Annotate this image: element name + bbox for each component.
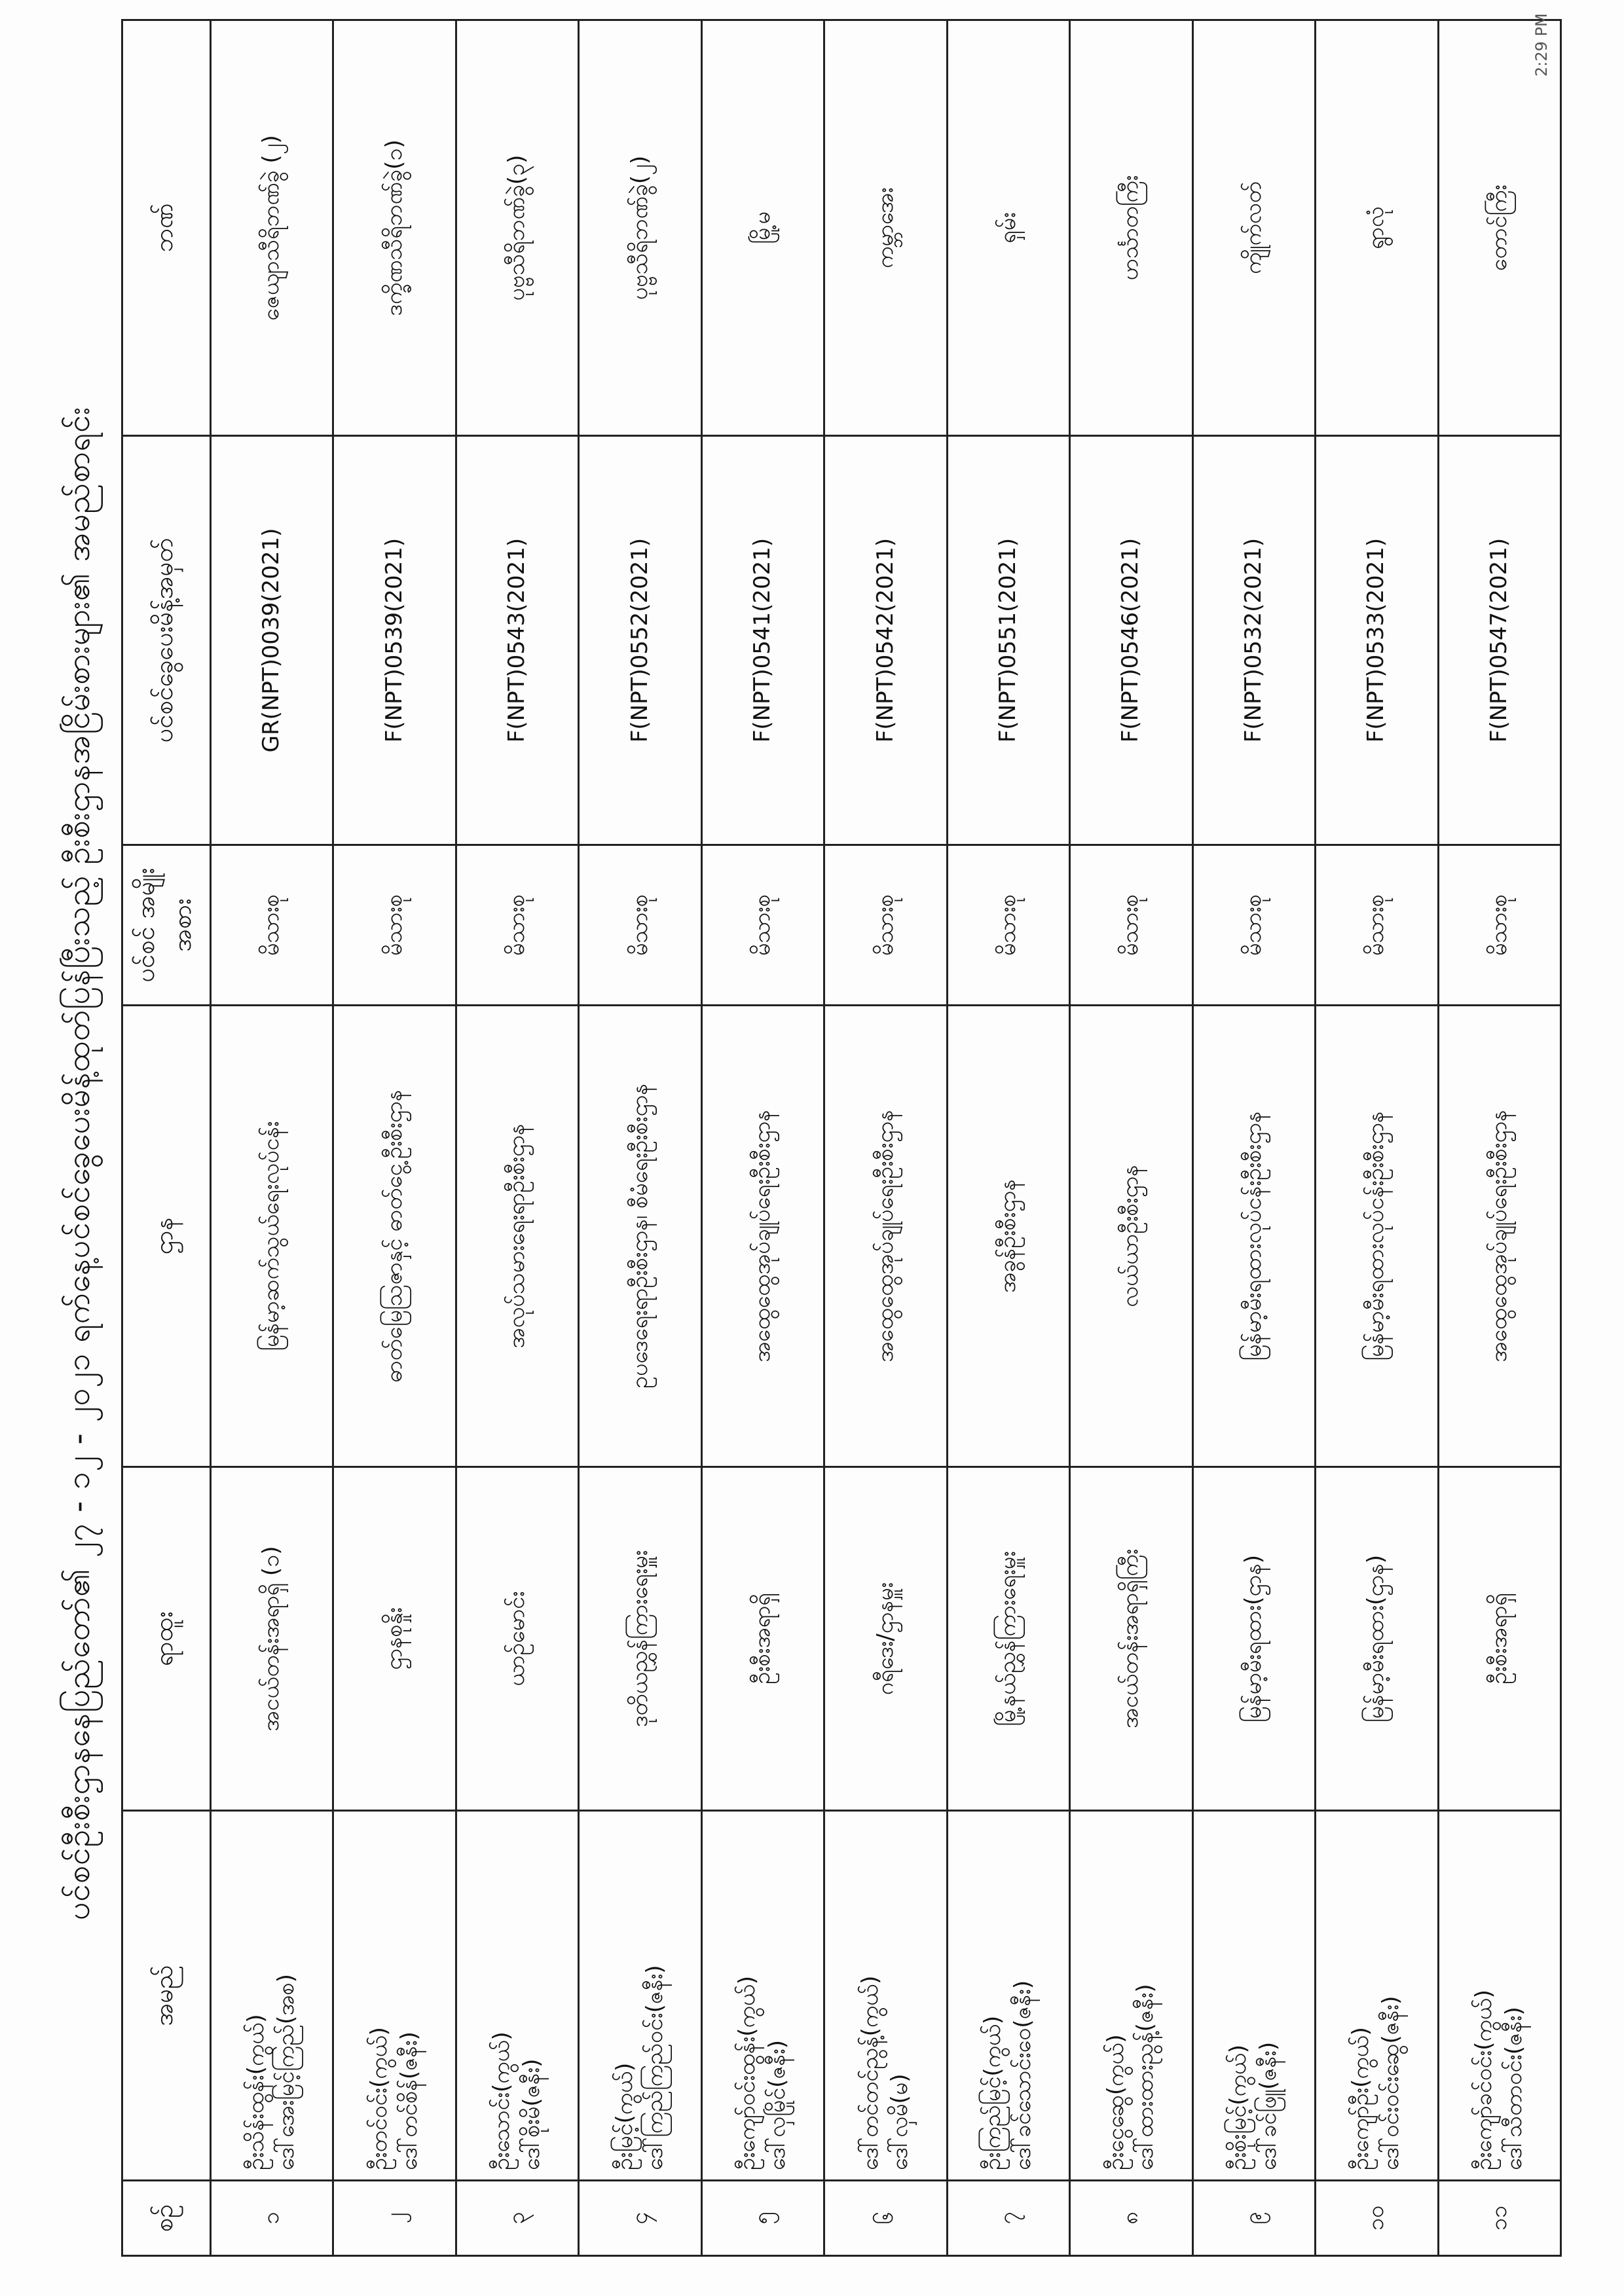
row-pension-type [701, 845, 824, 1006]
row-department [1070, 1006, 1192, 1467]
row-position [1070, 1467, 1192, 1811]
row-city-text: ရွာလုံ [1363, 206, 1390, 249]
row-name-text: ဦးသိန်းထွန်း(ကွယ်) [243, 2014, 270, 2170]
table-row [456, 20, 578, 2256]
header-city: ဘဏ် [122, 20, 211, 436]
row-name-text: ဒေါ်သီတာဝင်း(ဇနီး) [1500, 2007, 1527, 2170]
row-city-text: ကျိုက်လတ် [1240, 181, 1266, 274]
row-city [947, 20, 1069, 436]
row-city-text: ကမ္ဘာအေး [872, 187, 898, 268]
table-header-row [122, 20, 211, 2256]
row-position-text: ဂရီဒေး/ဌာနမှူး [872, 1582, 898, 1696]
row-license-text: F(NPT)0551(2021) [995, 538, 1021, 743]
row-pension-type-text: မိသားစု [749, 894, 776, 957]
row-city [579, 20, 701, 436]
row-city-text: ရှမ်း [995, 212, 1021, 244]
row-no-text: ၆ [872, 2212, 898, 2225]
row-name [456, 1811, 578, 2181]
timestamp: 2:29 PM [1532, 13, 1551, 77]
table-row [1192, 20, 1315, 2256]
row-pension-type-text: မိသားစု [258, 894, 285, 957]
row-department-text: ဓာတ်မြေသြဇာနှင့် ဓာတ်ငွေ့ဦးစီးဌာန [380, 1089, 407, 1383]
row-city [1192, 20, 1315, 436]
row-position-text: အငယ်တန်းအရာရှိကြီး [1117, 1548, 1144, 1729]
row-name [1070, 1811, 1192, 2181]
row-city [701, 20, 824, 436]
row-city [211, 20, 333, 436]
row-name-text: ဦးကျော်ဦး(ကွယ်) [1348, 2027, 1375, 2170]
row-no-text: ၁၁ [1485, 2205, 1512, 2231]
row-position-text: ဦးစီးအရာရှိ [1485, 1593, 1512, 1685]
row-name-text: ဦးမြင့်(ကွယ်) [611, 2062, 638, 2170]
row-pension-type [1316, 845, 1438, 1006]
row-license [824, 436, 947, 845]
row-department [456, 1006, 578, 1467]
row-position [701, 1467, 824, 1811]
row-department-text: အခွန်ဦးစီးဌာန [995, 1179, 1021, 1293]
row-no-text: ၁၀ [1363, 2205, 1390, 2231]
row-position-text: အငယ်တန်းအရာရှိ (၁) [258, 1546, 285, 1732]
row-city [1438, 20, 1560, 436]
row-pension-type [1438, 845, 1560, 1006]
row-license-text: F(NPT)0541(2021) [749, 538, 776, 743]
table-row [824, 20, 947, 2256]
row-department [1316, 1006, 1438, 1467]
row-pension-type-text: မိသားစု [504, 894, 530, 957]
table-row [947, 20, 1069, 2256]
header-name: အမည် [122, 1811, 211, 2181]
row-name-text: ဦးစိုးမြင့်(ကွယ်) [1225, 2044, 1251, 2170]
row-no-text: ၂ [380, 2212, 407, 2224]
row-department-text: မြန်မာ့မီးရထားလုပ်ငန်းဦးစီးဌာန [1240, 1111, 1266, 1361]
header-pension-type: ပင်စင် အမျိုးအစား [122, 845, 211, 1006]
row-license [1070, 436, 1192, 845]
row-city [1316, 20, 1438, 436]
table-row [701, 20, 824, 2256]
header-position: ရာထူး [122, 1467, 211, 1811]
row-name-text: ဒေါ်တင်စိန်(ဇနီး) [396, 2032, 422, 2170]
row-name [701, 1811, 824, 2181]
row-no [1438, 2181, 1560, 2256]
row-name [1192, 1811, 1315, 2181]
row-name-text: ဒေါ်ဝင်းဝင်းဆွေ(ဇနီး) [1378, 1995, 1405, 2170]
row-department-text: မြန်မာ့မီးရထားလုပ်ငန်းဦးစီးဌာန [1363, 1111, 1390, 1361]
row-pension-type [579, 845, 701, 1006]
row-pension-type [211, 845, 333, 1006]
row-department-text: ဥပဒေရေးရာဦးစီးဌာန၊ စီမံရေးဦးစီးဌာန [626, 1084, 653, 1389]
row-license [947, 436, 1069, 845]
row-pension-type [1192, 845, 1315, 1006]
row-no [1192, 2181, 1315, 2256]
row-no-text: ၃ [504, 2212, 530, 2225]
row-department [947, 1006, 1069, 1467]
row-name [824, 1811, 947, 2181]
row-license [1192, 436, 1315, 845]
table-row [1316, 20, 1438, 2256]
row-department-text: အထွေထွေအုပ်ချုပ်ရေးဦးစီးဌာန [1485, 1110, 1512, 1362]
row-no [333, 2181, 456, 2256]
row-license-text: F(NPT)0547(2021) [1485, 538, 1512, 743]
row-name [1316, 1811, 1438, 2181]
row-license [333, 436, 456, 845]
row-pension-type-text: မိသားစု [1117, 894, 1144, 957]
row-position [1316, 1467, 1438, 1811]
row-position-text: မြန်မာ့မီးရထား(ဌာန) [1363, 1554, 1390, 1723]
row-pension-type [1070, 845, 1192, 1006]
row-no [1316, 2181, 1438, 2256]
row-name-text: ဦးငွေဆွေ(ကွယ်) [1102, 2034, 1129, 2170]
row-license-text: F(NPT)0539(2021) [380, 538, 407, 743]
row-position-text: ဒုတိယညွှန်ကြားရေးမှူး [626, 1550, 653, 1728]
row-department-text: အထွေထွေအုပ်ချုပ်ရေးဦးစီးဌာန [749, 1110, 776, 1362]
row-no [824, 2181, 947, 2256]
row-department [1192, 1006, 1315, 1467]
row-name [211, 1811, 333, 2181]
row-name-text: ဦးကျော်ဝင်းထွန်း(ကွယ်) [734, 1975, 761, 2170]
row-license [579, 436, 701, 845]
header-license: ပင်စင်ခွေပေးမိန့်အမှတ် [122, 436, 211, 845]
row-name-text: ဒေါ်ကြည်ကြည်ဝင်း(ဇနီး) [641, 1965, 668, 2170]
header-department: ဌာန [122, 1006, 211, 1467]
row-name-text: ဒေါ်လှမိ(မ) [887, 2073, 913, 2170]
table-row [1070, 20, 1192, 2256]
row-license [701, 436, 824, 845]
row-department [579, 1006, 701, 1467]
row-name [333, 1811, 456, 2181]
row-department [333, 1006, 456, 1467]
row-position [1192, 1467, 1315, 1811]
table-row [579, 20, 701, 2256]
row-department [701, 1006, 824, 1467]
row-position [333, 1467, 456, 1811]
row-no [579, 2181, 701, 2256]
row-no [1070, 2181, 1192, 2256]
row-no-text: ၅ [749, 2212, 776, 2225]
row-no [211, 2181, 333, 2256]
row-name-text: ဦးသောင်း(ကွယ်) [489, 2032, 515, 2170]
row-department-text: မြန်မာ့ဆက်သွယ်ရေးလုပ်ငန်း [258, 1121, 285, 1351]
row-no-text: ၁ [258, 2212, 285, 2225]
header-no: စဉ် [122, 2181, 211, 2256]
row-department-text: အထွေထွေအုပ်ချုပ်ရေးဦးစီးဌာန [872, 1110, 898, 1362]
row-no [701, 2181, 824, 2256]
row-city-text: ပုဗ္ဗသီရိဘဏ်ခွဲ(၃) [504, 155, 530, 301]
row-pension-type [947, 845, 1069, 1006]
row-position-text: ဦးစီးအရာရှိ [749, 1593, 776, 1685]
table-row [1438, 20, 1560, 2256]
row-no-text: ၉ [1240, 2212, 1266, 2225]
row-license-text: F(NPT)0542(2021) [872, 538, 898, 743]
row-name [579, 1811, 701, 2181]
row-city-text: ဇေယျာသီရိဘဏ်ခွဲ (၂) [258, 135, 285, 321]
row-position-text: ဌာနစုနှိုး [380, 1607, 407, 1670]
row-name-text: ဦးကြည်မြင့်(ကွယ်) [980, 2015, 1006, 2170]
row-department [211, 1006, 333, 1467]
row-no-text: ၇ [995, 2212, 1021, 2225]
row-pension-type-text: မိသားစု [1240, 894, 1266, 957]
row-position [579, 1467, 701, 1811]
row-position-text: ယာဉ်မောင်း [504, 1591, 530, 1686]
row-city-text: မြို့မ [749, 211, 776, 244]
row-pension-type-text: မိသားစု [995, 894, 1021, 957]
row-license-text: F(NPT)0533(2021) [1363, 538, 1390, 743]
row-name-text: ဒေါ်စိုးမိ(ဇနီး) [519, 2058, 545, 2170]
row-pension-type [824, 845, 947, 1006]
row-name-text: ဦးကျော်ခင်ဝင်း(ကွယ်) [1470, 1990, 1497, 2170]
row-city-text: တောင်ကြီး [1485, 185, 1512, 272]
row-no [947, 2181, 1069, 2256]
row-name-text: ဒေါ်ခင်သောင်းဝေ(ဇနီး) [1009, 1980, 1036, 2170]
row-pension-type-text: မိသားစု [626, 894, 653, 957]
row-name-text: ဒေါ်လှမြိုင်(ဇနီး) [764, 2039, 791, 2170]
row-position [1438, 1467, 1560, 1811]
row-pension-type-text: မိသားစု [380, 894, 407, 957]
row-name-text: ဦးတင်ဝင်း(ကွယ်) [365, 2027, 392, 2170]
row-no [456, 2181, 578, 2256]
row-license [456, 436, 578, 845]
row-no-text: ၄ [626, 2212, 653, 2225]
row-no-text: ၈ [1117, 2212, 1144, 2225]
table-row [211, 20, 333, 2256]
row-city [1070, 20, 1192, 436]
row-position [456, 1467, 578, 1811]
row-city-text: ဟင်္သာတကြီး [1117, 175, 1144, 281]
row-position-text: မြို့နယ်ညွှန်ကြားရေးမှူး [995, 1551, 1021, 1726]
row-pension-type-text: မိသားစု [872, 894, 898, 957]
row-position [211, 1467, 333, 1811]
page-title: ပင်စင်ဦးစီးဌာနနေပြည်တော်၏ ၂၇ - ၁၂ - ၂၀၂၁ ရက်နေ့ပင်စင်ခွေပေးမိန့်ထုတ်ပြန်ပြီးသည့် ဦးစီးဌာနအငြိမ်းစားများ၏ အမည်စာရင်း [60, 406, 97, 1921]
row-license-text: F(NPT)0543(2021) [504, 538, 530, 743]
row-name-text: ဒေါ်အေးမြင့်ကြည်(အစ) [273, 1974, 300, 2170]
pension-table [121, 19, 1562, 2257]
row-department [824, 1006, 947, 1467]
row-name-text: ဒေါ်ထားထားညွန့်(ဇနီး) [1132, 1984, 1159, 2170]
row-position [947, 1467, 1069, 1811]
row-city-text: ဒက္ခိဏသီရိဘဏ်ခွဲ(၁) [380, 139, 407, 316]
row-pension-type [456, 845, 578, 1006]
row-license-text: F(NPT)0532(2021) [1240, 538, 1266, 743]
row-name [1438, 1811, 1560, 2181]
row-department [1438, 1006, 1560, 1467]
row-city-text: ပုဗ္ဗသီရိဘဏ်ခွဲ(၂) [626, 155, 653, 301]
row-position [824, 1467, 947, 1811]
row-position-text: မြန်မာ့မီးရထား(ဌာန) [1240, 1554, 1266, 1723]
row-pension-type-text: မိသားစု [1363, 894, 1390, 957]
row-city [456, 20, 578, 436]
row-license [1316, 436, 1438, 845]
row-name [947, 1811, 1069, 2181]
row-pension-type [333, 845, 456, 1006]
row-pension-type-text: မိသားစု [1485, 894, 1512, 957]
row-department-text: အလုပ်သမားရေးရာဦးစီးဌာန [504, 1123, 530, 1349]
row-license-text: F(NPT)0552(2021) [626, 538, 653, 743]
row-license-text: GR(NPT)0039(2021) [258, 528, 285, 753]
row-city [824, 20, 947, 436]
row-name-text: ဒေါ်တင်တင်ညွန့်(ကွယ်) [857, 1975, 883, 2170]
table-row [333, 20, 456, 2256]
row-license-text: F(NPT)0546(2021) [1117, 538, 1144, 743]
row-license [211, 436, 333, 845]
row-license [1438, 436, 1560, 845]
row-name-text: ဒေါ်ခင်ဖြူ(ဇနီး) [1255, 2041, 1282, 2170]
row-city [333, 20, 456, 436]
row-department-text: လယ်ယာဦးစီးဌာန [1117, 1165, 1144, 1307]
